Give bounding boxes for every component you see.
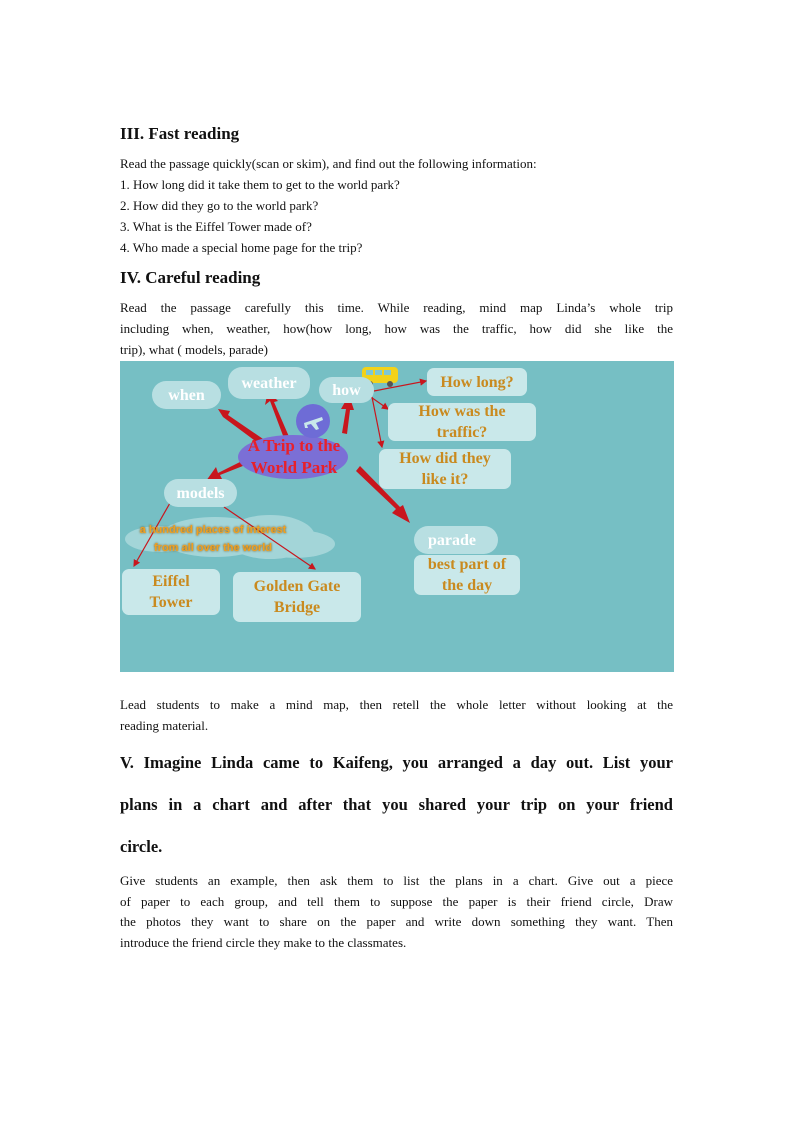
node-like	[379, 449, 511, 489]
lead-paragraph	[120, 694, 673, 736]
node-golden-line-1: Golden Gate	[253, 578, 341, 595]
section-five-line-2: plans in a chart and after that you shared your trip on your friend	[120, 795, 673, 814]
node-eiffel-line-2: Tower	[149, 594, 193, 611]
question-2: 2. How did they go to the world park?	[120, 198, 319, 213]
section-five-line-3: circle.	[120, 837, 163, 856]
careful-intro-line-3: trip), what ( models, parade)	[120, 342, 269, 357]
fast-reading-intro: Read the passage quickly(scan or skim), and find out the following information:	[120, 156, 537, 171]
careful-intro-line-2: including when, weather, how(how long, how was the traffic, how did she like the	[120, 321, 673, 336]
center-topic-line-1: A Trip to the	[247, 436, 341, 455]
node-weather: weather	[228, 367, 310, 399]
node-like-line-1: How did they	[399, 450, 491, 467]
cloud-caption-line-2: from all over the world	[154, 542, 272, 554]
mind-map-image	[120, 361, 674, 672]
node-models: models	[164, 479, 237, 507]
cloud-caption	[120, 521, 306, 557]
question-3: 3. What is the Eiffel Tower made of?	[120, 219, 312, 234]
center-topic-line-2: World Park	[250, 458, 338, 477]
section-five-body-line-4: introduce the friend circle they make to the classmates.	[120, 934, 407, 950]
node-best-part	[414, 555, 520, 595]
node-golden-line-2: Bridge	[273, 599, 321, 616]
node-eiffel-tower	[122, 569, 220, 615]
node-traffic-line-2: traffic?	[436, 424, 488, 441]
node-traffic	[388, 403, 536, 441]
node-best-line-2: the day	[441, 577, 493, 594]
cloud-caption-line-1: a hundred places of interest	[139, 524, 287, 536]
section-five-body-line-3: the photos they want to share on the paper and write down something they want. Then	[120, 914, 673, 929]
question-4: 4. Who made a special home page for the trip?	[120, 240, 363, 255]
node-best-line-1: best part of	[427, 556, 507, 573]
section-five-line-1: V. Imagine Linda came to Kaifeng, you arranged a day out. List your	[120, 753, 673, 772]
lead-line-2: reading material.	[120, 718, 209, 733]
node-how-long: How long?	[427, 368, 527, 396]
arrow-to-like	[372, 397, 382, 447]
center-topic	[238, 435, 350, 479]
document-page	[120, 124, 673, 953]
question-1: 1. How long did it take them to get to the world park?	[120, 177, 400, 192]
node-parade: parade	[414, 526, 498, 554]
careful-reading-intro	[120, 297, 673, 360]
node-eiffel-line-1: Eiffel	[152, 573, 190, 590]
section-five-body-line-2: of paper to each group, and tell them to suppose the paper is their friend circle, Draw	[120, 893, 673, 909]
section-five-body	[120, 871, 673, 953]
node-when: when	[152, 381, 221, 409]
section-five-heading	[120, 742, 673, 868]
careful-reading-heading: IV. Careful reading	[120, 268, 261, 287]
node-like-line-2: like it?	[421, 471, 469, 488]
fast-reading-body	[120, 153, 673, 258]
node-traffic-line-1: How was the	[418, 403, 506, 420]
node-how: how	[319, 377, 374, 403]
node-golden-gate-bridge	[233, 572, 361, 622]
lead-line-1: Lead students to make a mind map, then retell the whole letter without looking at the	[120, 697, 673, 712]
section-five-body-line-1: Give students an example, then ask them to list the plans in a chart. Give out a piece	[120, 873, 673, 888]
fast-reading-heading: III. Fast reading	[120, 124, 240, 143]
careful-intro-line-1: Read the passage carefully this time. While reading, mind map Linda’s whole trip	[120, 300, 673, 315]
